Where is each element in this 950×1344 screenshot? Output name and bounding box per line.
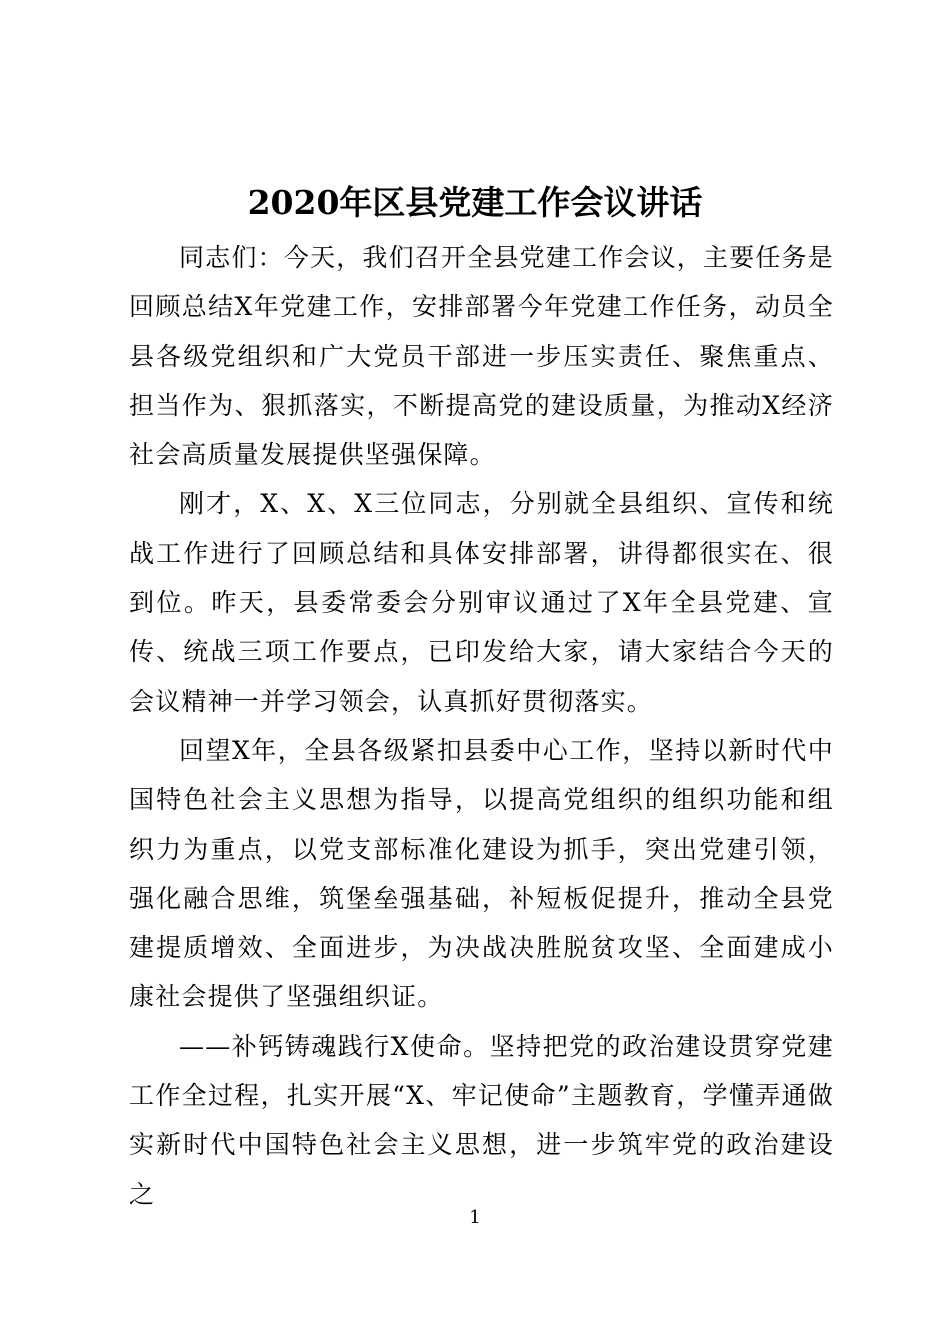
document-body [129, 233, 834, 1219]
paragraph-retrospect: 回望X年，全县各级紧扣县委中心工作，坚持以新时代中国特色社会主义思想为指导，以提高党组织的组织功能和组织力为重点，以党支部标准化建设为抓手，突出党建引领，强化融合思维，筑堡垒强基础，补短板促提升，推动全县党建提质增效、全面进步，为决战决胜脱贫攻坚、全面建成小康社会提供了坚强组织证。 [129, 735, 834, 1012]
paragraph-review: 刚才，X、X、X三位同志，分别就全县组织、宣传和统战工作进行了回顾总结和具体安排部署，讲得都很实在、很到位。昨天，县委常委会分别审议通过了X年全县党建、宣传、统战三项工作要点，已印发给大家，请大家结合今天的会议精神一并学习领会，认真抓好贯彻落实。 [129, 489, 834, 716]
paragraph-opening: 同志们：今天，我们召开全县党建工作会议，主要任务是回顾总结X年党建工作，安排部署今年党建工作任务，动员全县各级党组织和广大党员干部进一步压实责任、聚焦重点、担当作为、狠抓落实，不断提高党的建设质量，为推动X经济社会高质量发展提供坚强保障。 [129, 243, 835, 470]
page-number: 1 [469, 1207, 481, 1228]
paragraph-political-building: ——补钙铸魂践行X使命。坚持把党的政治建设贯穿党建工作全过程，扎实开展“X、牢记使命”主题教育，学懂弄通做实新时代中国特色社会主义思想，进一步筑牢党的政治建设之 [129, 1031, 834, 1209]
document-title: 2020年区县党建工作会议讲话 [247, 183, 703, 222]
